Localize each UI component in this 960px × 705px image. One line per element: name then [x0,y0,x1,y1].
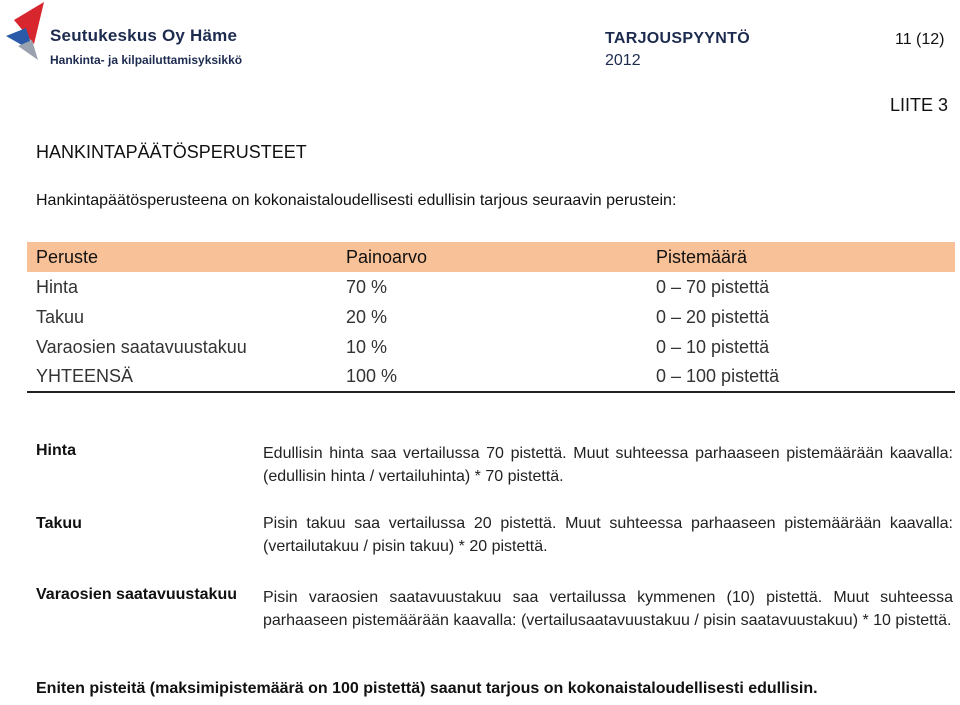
table-cell: 20 % [346,306,388,327]
intro-text: Hankintapäätösperusteena on kokonaistaloudellisesti edullisin tarjous seuraavin perustein: [36,192,677,209]
criterion-text-price: Edullisin hinta saa vertailussa 70 pistettä. Muut suhteessa parhaaseen pistemäärään kaavalla: (edullisin hinta / vertailuhinta) * 70 pistettä. [263,445,953,485]
table-cell: Takuu [36,306,85,327]
table-row [27,332,955,362]
appendix-label: LIITE 3 [889,95,948,115]
organization-subtitle: Hankinta- ja kilpailuttamisyksikkö [50,53,243,67]
section-heading: HANKINTAPÄÄTÖSPERUSTEET [36,142,307,162]
table-cell: YHTEENSÄ [27,362,337,392]
table-header-cell: Peruste [27,242,337,272]
conclusion-text: Eniten pisteitä (maksimipistemäärä on 100 pistettä) saanut tarjous on kokonaistaloudellisesti edullisin. [36,680,818,697]
document-year: 2012 [605,52,641,69]
criterion-label-spare-parts: Varaosien saatavuustakuu [36,586,237,603]
table-header-cell: Painoarvo [337,242,647,272]
table-row [27,302,955,332]
table-cell: 70 % [346,276,388,297]
table-row-total [27,362,955,392]
table-cell: 0 – 100 pistettä [647,362,955,392]
criterion-text-spare-parts: Pisin varaosien saatavuustakuu saa vertailussa kymmenen (10) pistettä. Muut suhteessa parhaaseen pistemäärään kaavalla: (vertailusaatavuustakuu / pisin saatavuustakuu) * 10 pistettä. [263,589,953,629]
criterion-label-price: Hinta [36,442,76,459]
table-cell: 100 % [337,362,647,392]
document-type: TARJOUSPYYNTÖ [605,30,750,47]
table-cell: Hinta [36,276,79,297]
table-header-cell: Pistemäärä [647,242,955,272]
organization-name: Seutukeskus Oy Häme [50,26,238,45]
table-cell: Varaosien saatavuustakuu [36,336,247,357]
page-number: 11 (12) [895,31,945,48]
table-cell: 0 – 70 pistettä [656,276,770,297]
company-logo-icon [4,2,48,60]
table-cell: 0 – 20 pistettä [656,306,770,327]
table-cell: 10 % [346,336,388,357]
criteria-table [27,242,955,393]
criterion-text-warranty: Pisin takuu saa vertailussa 20 pistettä. Muut suhteessa parhaaseen pistemäärään kaavalla: (vertailutakuu / pisin takuu) * 20 pistettä. [263,515,953,555]
table-cell: 0 – 10 pistettä [656,336,770,357]
criterion-label-warranty: Takuu [36,515,82,532]
table-row [27,272,955,302]
table-header-row [27,242,955,272]
